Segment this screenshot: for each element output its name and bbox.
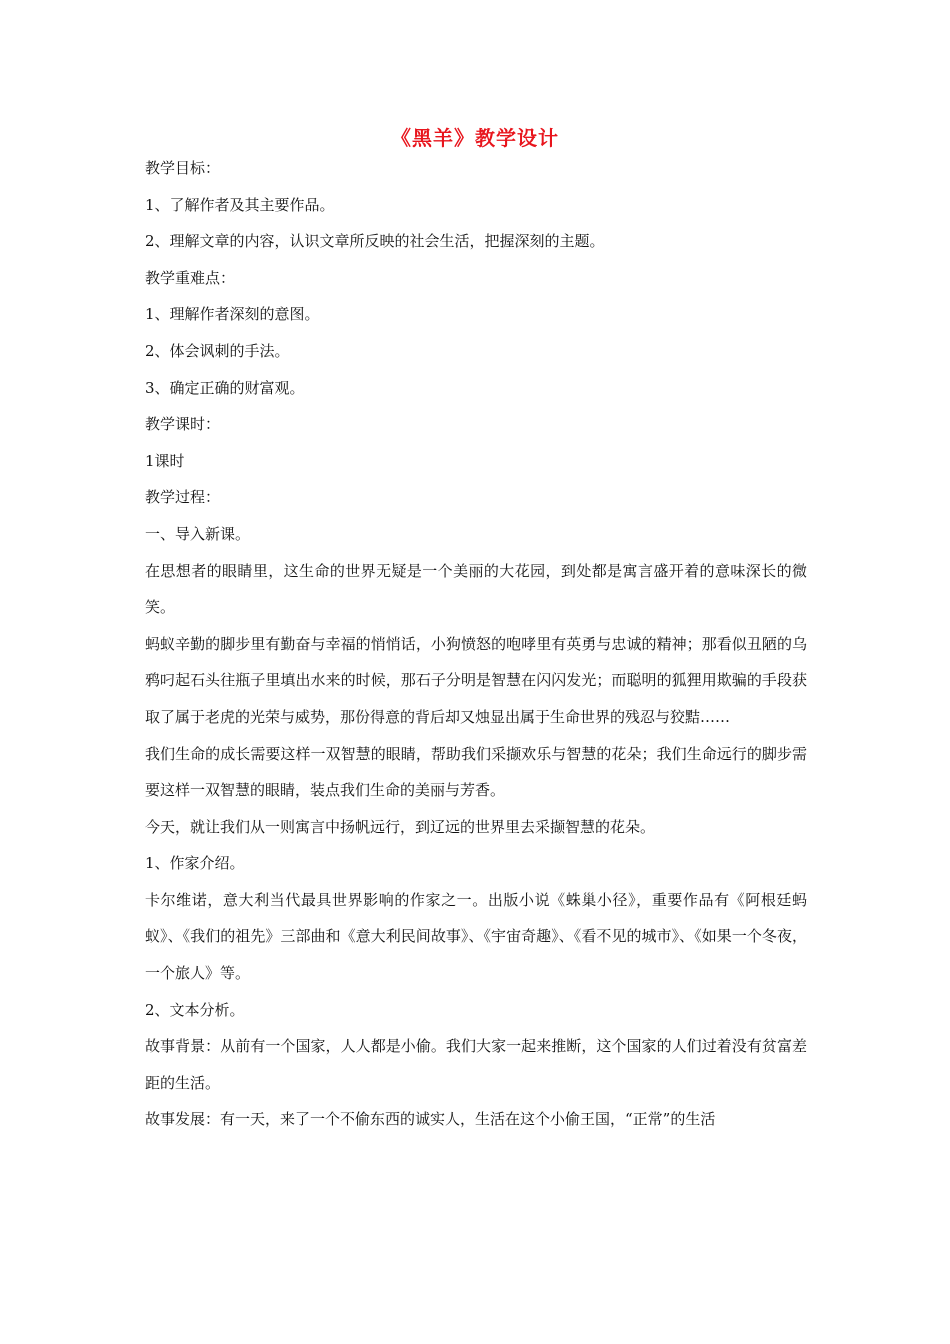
intro-paragraph: 蚂蚁辛勤的脚步里有勤奋与幸福的悄悄话，小狗愤怒的咆哮里有英勇与忠诚的精神；那看似丑陋的乌鸦叼起石头往瓶子里填出水来的时候，那石子分明是智慧在闪闪发光；而聪明的狐狸用欺骗的手段获取了属于老虎的光荣与威势，那份得意的背后却又烛显出属于生命世界的残忍与狡黠…… (145, 634, 807, 726)
key-point-item: 3、确定正确的财富观。 (145, 378, 305, 397)
intro-paragraph: 我们生命的成长需要这样一双智慧的眼睛，帮助我们采撷欢乐与智慧的花朵；我们生命远行的脚步需要这样一双智慧的眼睛，装点我们生命的美丽与芳香。 (145, 744, 807, 800)
section-heading-key-points: 教学重难点： (145, 268, 236, 287)
analysis-paragraph: 故事背景：从前有一个国家，人人都是小偷。我们大家一起来推断，这个国家的人们过着没有贫富差距的生活。 (145, 1037, 807, 1092)
process-step-heading: 2、文本分析。 (145, 1000, 245, 1019)
intro-paragraph: 在思想者的眼睛里，这生命的世界无疑是一个美丽的大花园，到处都是寓言盛开着的意味深长的微笑。 (145, 561, 807, 617)
class-hours-value: 1课时 (145, 451, 185, 470)
section-heading-class-hours: 教学课时： (145, 415, 221, 434)
objective-item: 2、理解文章的内容，认识文章所反映的社会生活，把握深刻的主题。 (145, 232, 605, 251)
key-point-item: 2、体会讽刺的手法。 (145, 341, 290, 360)
section-heading-objectives: 教学目标： (145, 159, 221, 177)
document-body (145, 150, 807, 1138)
analysis-paragraph: 故事发展：有一天，来了一个不偷东西的诚实人，生活在这个小偷王国，“正常”的生活 (145, 1110, 716, 1129)
intro-paragraph: 今天，就让我们从一则寓言中扬帆远行，到辽远的世界里去采撷智慧的花朵。 (145, 817, 656, 836)
process-step-heading: 一、导入新课。 (145, 524, 251, 543)
process-step-heading: 1、作家介绍。 (145, 854, 245, 873)
section-heading-process: 教学过程： (145, 488, 221, 507)
objective-item: 1、了解作者及其主要作品。 (145, 195, 335, 214)
key-point-item: 1、理解作者深刻的意图。 (145, 305, 320, 324)
author-intro-paragraph: 卡尔维诺，意大利当代最具世界影响的作家之一。出版小说《蛛巢小径》，重要作品有《阿根廷蚂蚁》、《我们的祖先》三部曲和《意大利民间故事》、《宇宙奇趣》、《看不见的城市》、《如果一个冬夜，一个旅人》等。 (145, 890, 807, 983)
document-title: 《黑羊》教学设计 (391, 126, 559, 150)
